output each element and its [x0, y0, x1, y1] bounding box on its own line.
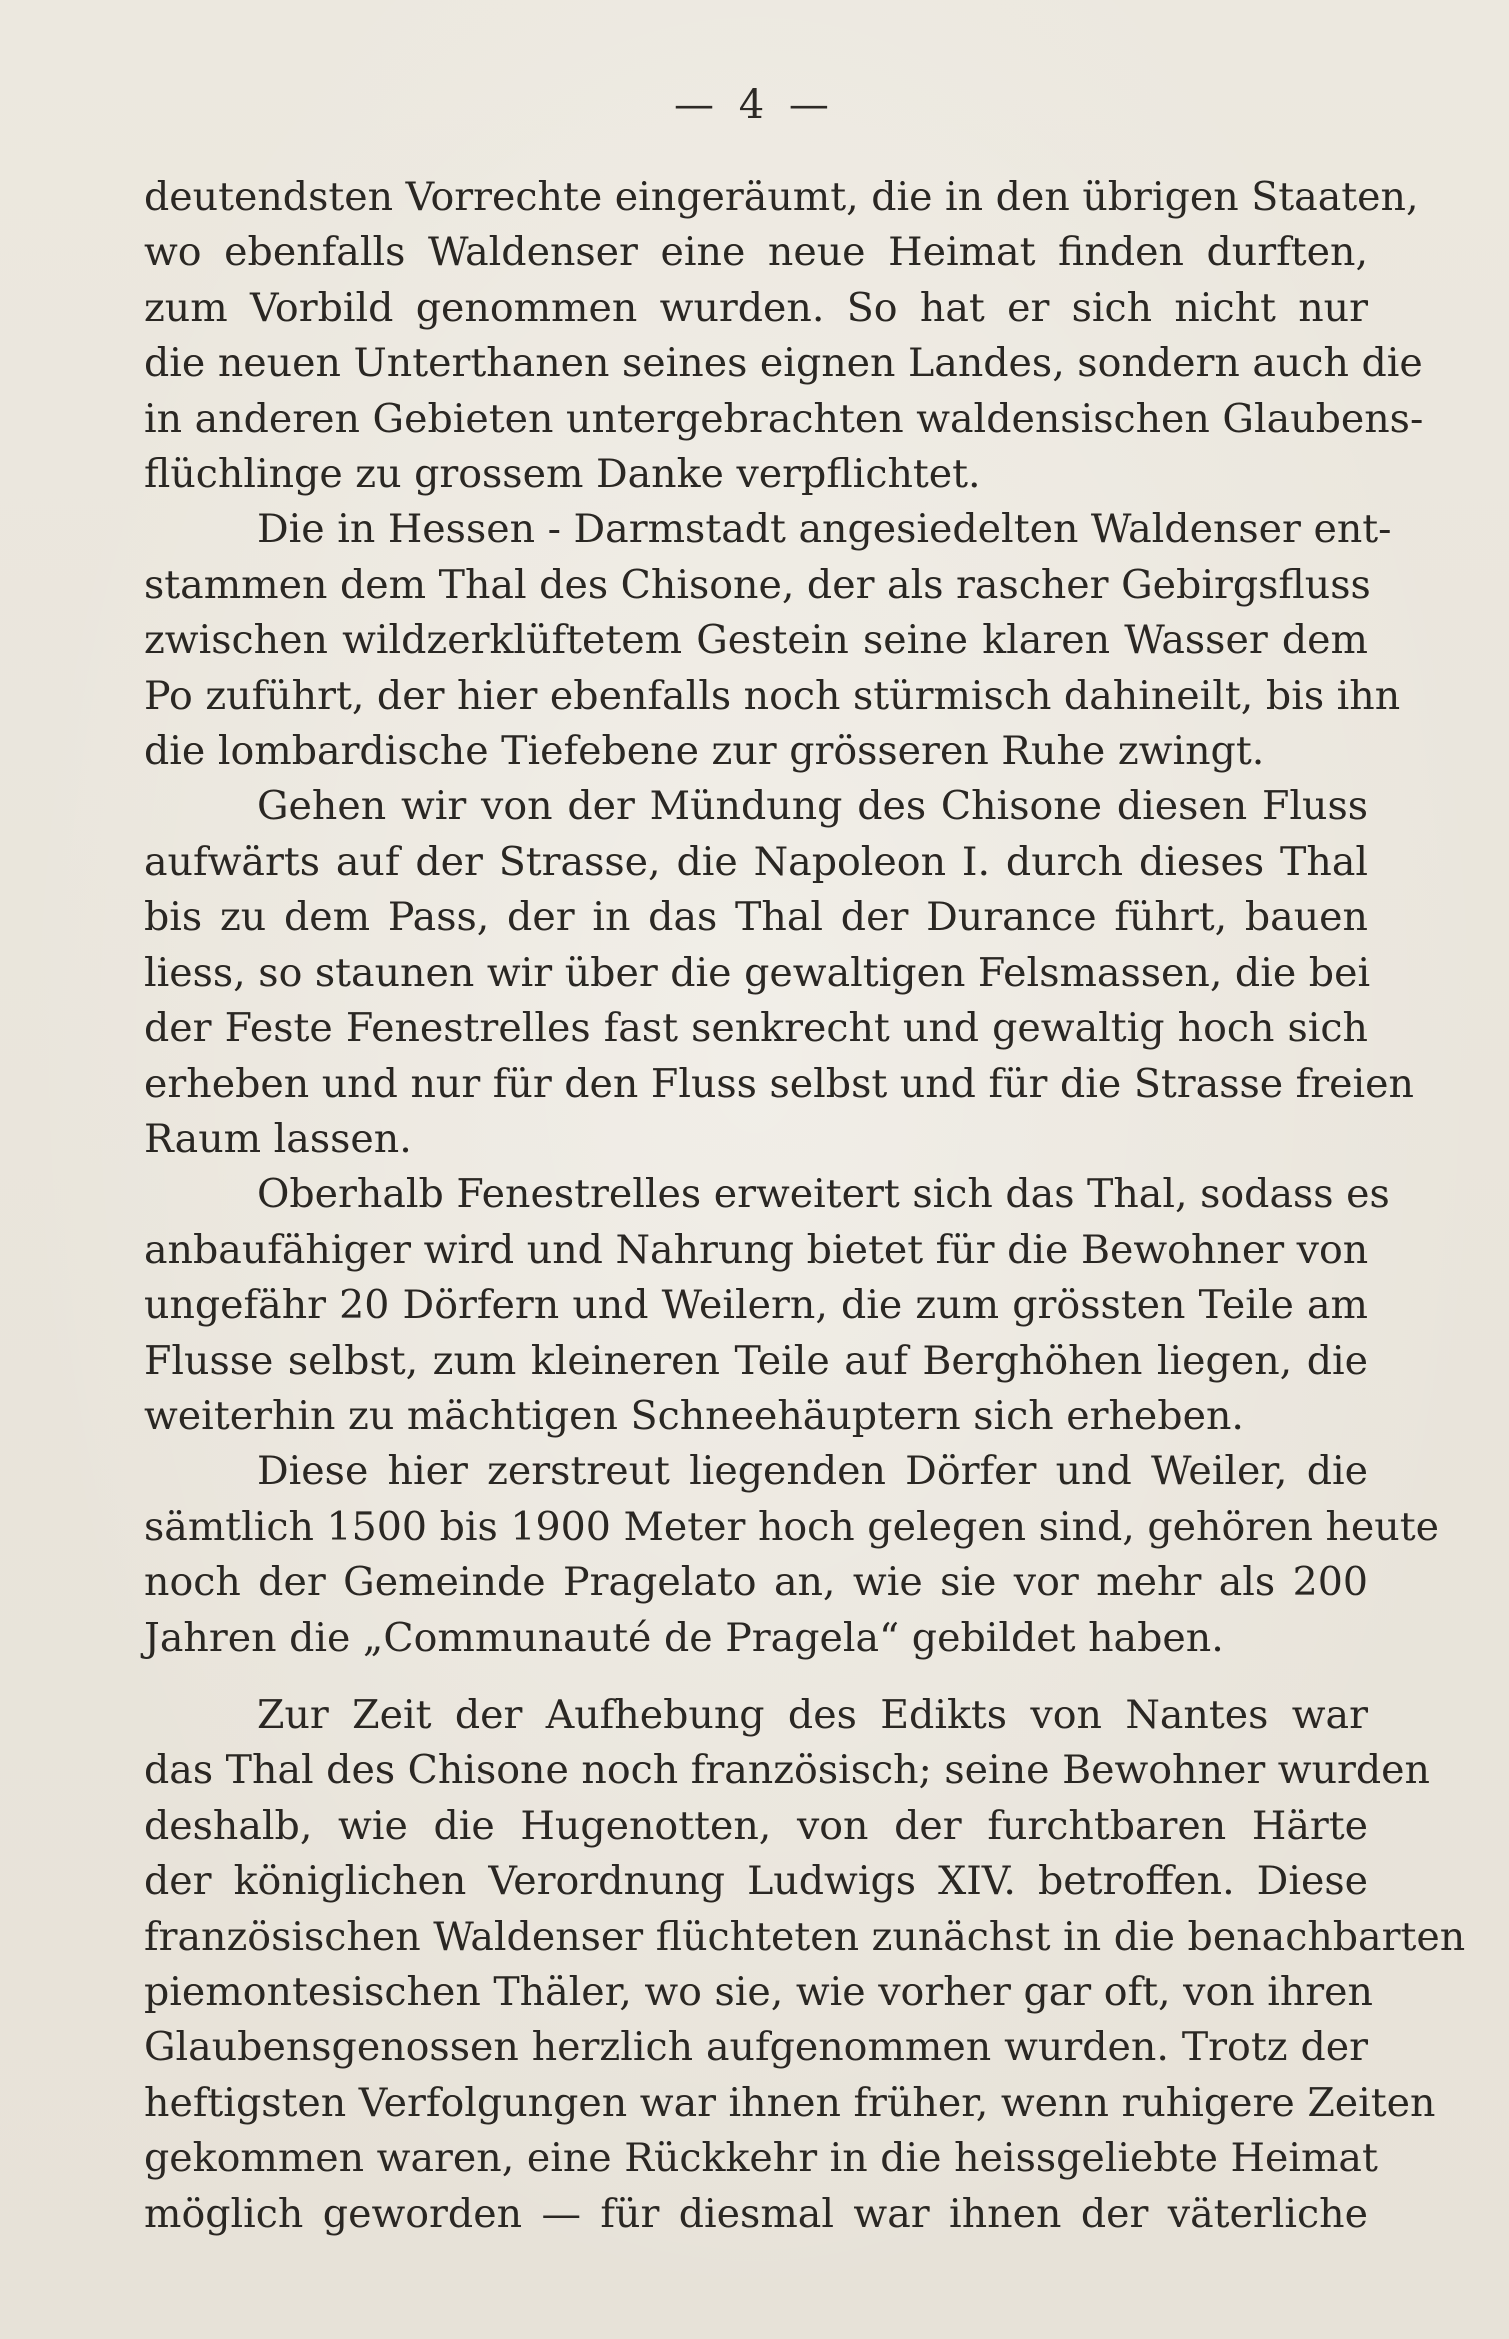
text-line: stammen dem Thal des Chisone, der als rascher Gebirgsfluss [144, 561, 1371, 608]
paragraph [144, 1444, 1439, 1666]
text-line: deshalb, wie die Hugenotten, von der furchtbaren Härte [144, 1802, 1368, 1849]
text-line: liess, so staunen wir über die gewaltigen Felsmassen, die bei [144, 949, 1371, 996]
text-line: noch der Gemeinde Pragelato an, wie sie vor mehr als 200 [144, 1559, 1368, 1606]
text-line: Die in Hessen - Darmstadt angesiedelten Waldenser ent- [257, 506, 1392, 553]
text-line: Oberhalb Fenestrelles erweitert sich das Thal, sodass es [257, 1171, 1390, 1218]
text-line: das Thal des Chisone noch französisch; seine Bewohner wurden [144, 1747, 1430, 1794]
text-line: bis zu dem Pass, der in das Thal der Durance führt, bauen [144, 894, 1368, 941]
text-line: gekommen waren, eine Rückkehr in die heissgeliebte Heimat [144, 2135, 1378, 2182]
text-line: französischen Waldenser flüchteten zunächst in die benachbarten [144, 1913, 1466, 1960]
text-line: Zur Zeit der Aufhebung des Edikts von Nantes war [257, 1691, 1368, 1738]
text-line: die neuen Unterthanen seines eignen Landes, sondern auch die [144, 340, 1423, 387]
page-number: — 4 — [674, 82, 835, 128]
text-line: zwischen wildzerklüftetem Gestein seine klaren Wasser dem [144, 617, 1368, 664]
text-line: ungefähr 20 Dörfern und Weilern, die zum grössten Teile am [144, 1282, 1368, 1329]
text-line: sämtlich 1500 bis 1900 Meter hoch gelegen sind, gehören heute [144, 1503, 1439, 1550]
text-line: Jahren die „Communauté de Pragela“ gebildet haben. [144, 1614, 1224, 1661]
text-line: Glaubensgenossen herzlich aufgenommen wurden. Trotz der [144, 2024, 1368, 2071]
text-line: anbaufähiger wird und Nahrung bietet für die Bewohner von [144, 1226, 1369, 1273]
text-line: deutendsten Vorrechte eingeräumt, die in den übrigen Staaten, [144, 174, 1419, 220]
text-line: der Feste Fenestrelles fast senkrecht und gewaltig hoch sich [144, 1005, 1368, 1052]
text-line: zum Vorbild genommen wurden. So hat er sich nicht nur [144, 284, 1368, 331]
text-line: der königlichen Verordnung Ludwigs XIV. betroffen. Diese [144, 1858, 1368, 1905]
text-line: die lombardische Tiefebene zur grösseren Ruhe zwingt. [144, 728, 1265, 775]
text-line: aufwärts auf der Strasse, die Napoleon I. durch dieses Thal [144, 838, 1368, 885]
paragraph [144, 1688, 1466, 2242]
paragraph [144, 170, 1424, 502]
text-line: in anderen Gebieten untergebrachten waldensischen Glaubens- [144, 395, 1424, 442]
text-line: möglich geworden — für diesmal war ihnen der väterliche [144, 2190, 1368, 2237]
text-line: heftigsten Verfolgungen war ihnen früher, wenn ruhigere Zeiten [144, 2079, 1436, 2126]
paragraph [144, 779, 1414, 1167]
text-line: Flusse selbst, zum kleineren Teile auf Berghöhen liegen, die [144, 1337, 1368, 1384]
text-line: Gehen wir von der Mündung des Chisone diesen Fluss [257, 783, 1368, 830]
text-line: flüchlinge zu grossem Danke verpflichtet. [144, 451, 981, 498]
text-line: Po zuführt, der hier ebenfalls noch stürmisch dahineilt, bis ihn [144, 672, 1401, 719]
paragraph [144, 1167, 1390, 1444]
paragraph [144, 502, 1401, 779]
text-line: wo ebenfalls Waldenser eine neue Heimat finden durften, [144, 229, 1368, 276]
body-text [144, 170, 1466, 2242]
text-line: Diese hier zerstreut liegenden Dörfer und Weiler, die [257, 1448, 1368, 1495]
text-line: Raum lassen. [144, 1115, 412, 1162]
text-line: piemontesischen Thäler, wo sie, wie vorher gar oft, von ihren [144, 1969, 1373, 2015]
text-line: erheben und nur für den Fluss selbst und für die Strasse freien [144, 1060, 1414, 1107]
text-line: weiterhin zu mächtigen Schneehäuptern sich erheben. [144, 1392, 1244, 1439]
